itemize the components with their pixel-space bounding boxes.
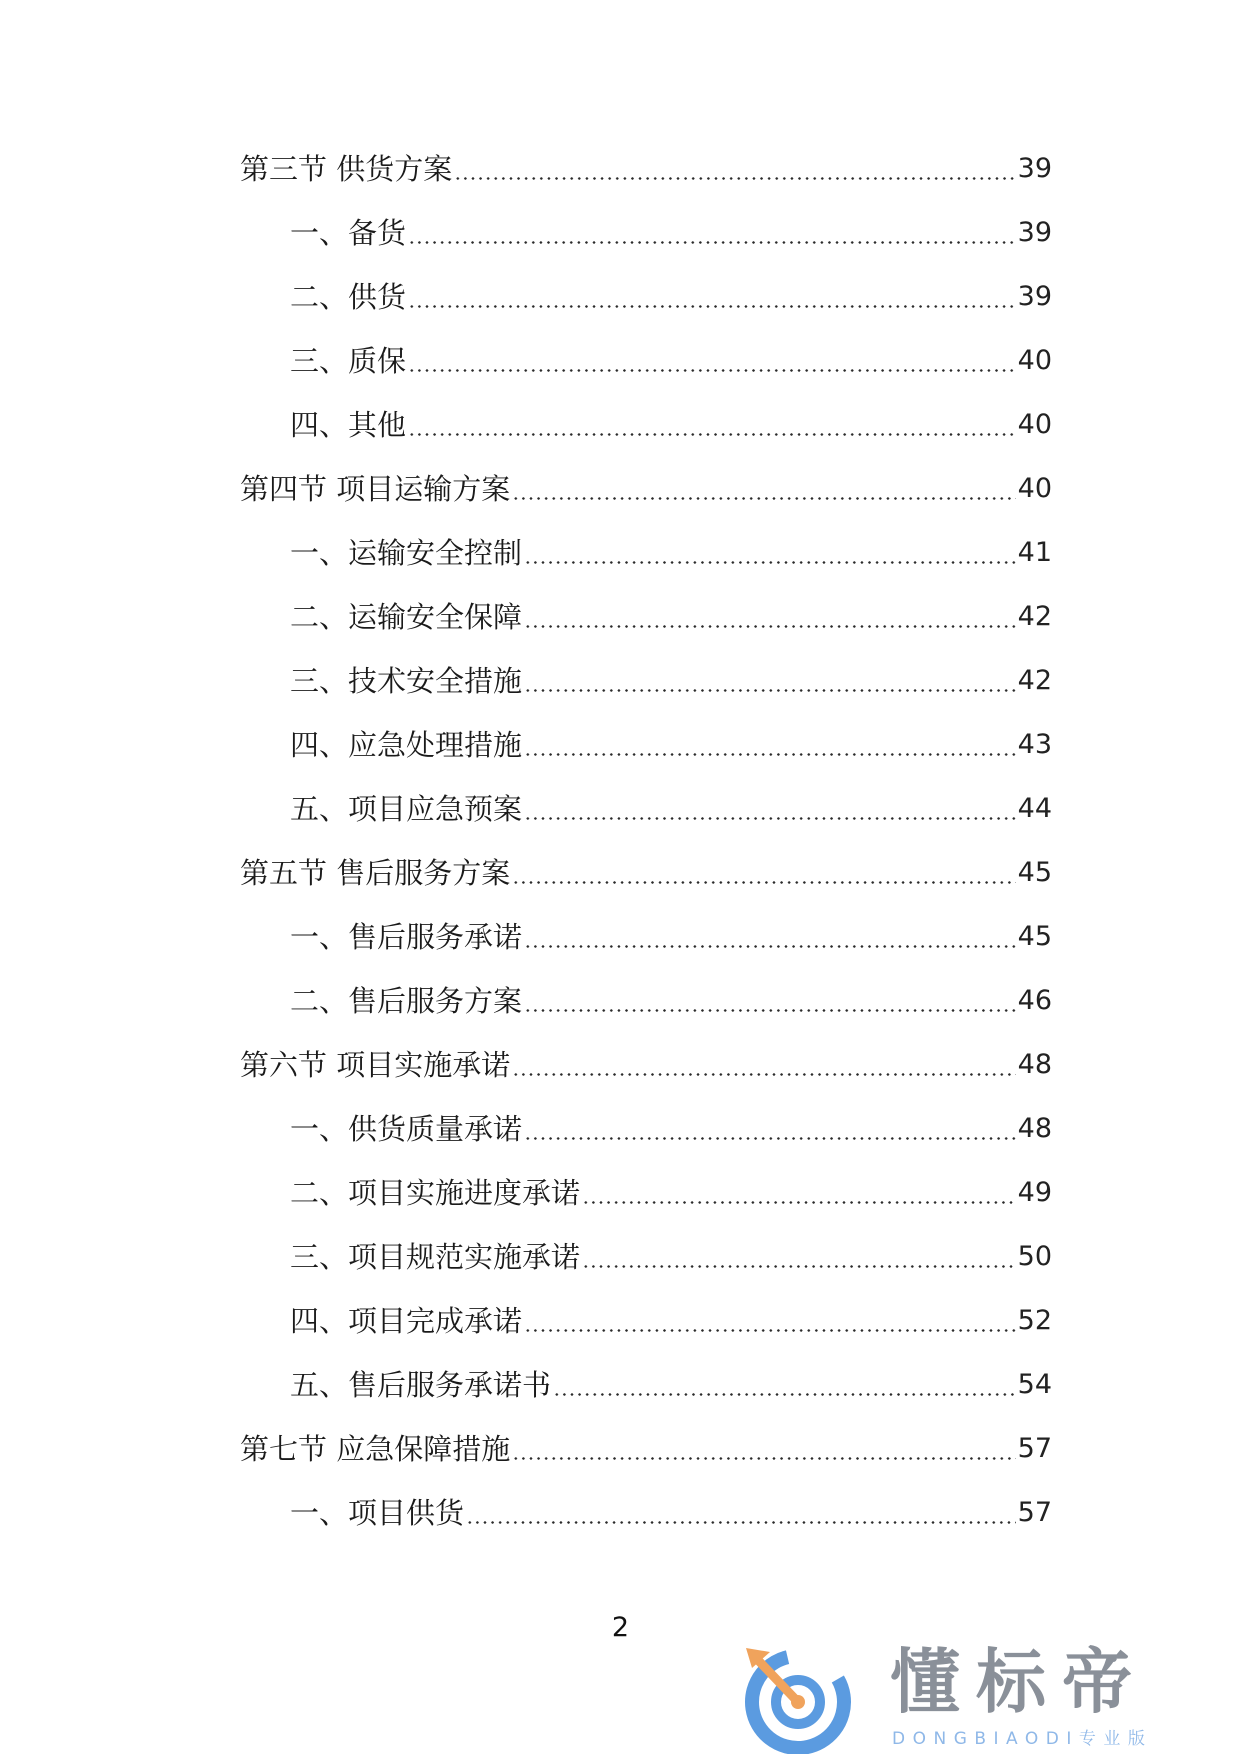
toc-entry[interactable] — [290, 1299, 1052, 1343]
toc-entry[interactable] — [290, 659, 1052, 703]
toc-leader-dots — [524, 915, 1016, 959]
toc-entry[interactable] — [240, 1043, 1052, 1087]
toc-entry-title: 四、应急处理措施 — [290, 728, 523, 762]
toc-entry[interactable] — [290, 595, 1052, 639]
watermark-logo — [740, 1636, 1240, 1754]
toc-entry[interactable] — [290, 787, 1052, 831]
toc-leader-dots — [454, 147, 1015, 191]
toc-entry-page: 52 — [1017, 1305, 1052, 1336]
toc-entry-title: 一、供货质量承诺 — [290, 1112, 523, 1146]
toc-entry-page: 39 — [1017, 217, 1052, 248]
watermark-subtitle: DONGBIAODI专业版 — [892, 1729, 1153, 1749]
toc-leader-dots — [582, 1171, 1016, 1215]
toc-entry-title: 四、其他 — [290, 408, 407, 442]
toc-entry-title: 第四节 项目运输方案 — [240, 472, 511, 506]
toc-entry[interactable] — [240, 467, 1052, 511]
toc-entry-title: 一、售后服务承诺 — [290, 920, 523, 954]
toc-entry-title: 五、项目应急预案 — [290, 792, 523, 826]
toc-entry-title: 一、运输安全控制 — [290, 536, 523, 570]
toc-entry[interactable] — [290, 339, 1052, 383]
page-number: 2 — [611, 1612, 630, 1643]
toc-entry[interactable] — [290, 915, 1052, 959]
toc-entry-title: 二、售后服务方案 — [290, 984, 523, 1018]
toc-entry[interactable] — [240, 1427, 1052, 1471]
toc-leader-dots — [408, 403, 1016, 447]
toc-entry[interactable] — [290, 1171, 1052, 1215]
toc-entry-title: 三、质保 — [290, 344, 407, 378]
toc-entry-page: 54 — [1017, 1369, 1052, 1400]
toc-leader-dots — [524, 531, 1016, 575]
toc-leader-dots — [524, 723, 1016, 767]
toc-entry-title: 一、项目供货 — [290, 1496, 465, 1530]
toc-leader-dots — [512, 1043, 1015, 1087]
toc-entry-page: 42 — [1017, 601, 1052, 632]
toc-entry[interactable] — [290, 1235, 1052, 1279]
toc-entry[interactable] — [290, 1491, 1052, 1535]
toc-entry-page: 48 — [1017, 1113, 1052, 1144]
toc-entry-page: 46 — [1017, 985, 1052, 1016]
toc-entry-title: 三、项目规范实施承诺 — [290, 1240, 581, 1274]
toc-leader-dots — [512, 467, 1015, 511]
toc-leader-dots — [524, 979, 1016, 1023]
toc-leader-dots — [524, 1107, 1016, 1151]
toc-leader-dots — [512, 851, 1015, 895]
toc-entry[interactable] — [240, 851, 1052, 895]
toc-entry-title: 第三节 供货方案 — [240, 152, 453, 186]
toc-entry-title: 三、技术安全措施 — [290, 664, 523, 698]
toc-leader-dots — [408, 211, 1016, 255]
toc-entry-page: 48 — [1017, 1049, 1052, 1080]
toc-entry-page: 45 — [1017, 857, 1052, 888]
toc-entry-title: 第七节 应急保障措施 — [240, 1432, 511, 1466]
toc-leader-dots — [524, 595, 1016, 639]
toc-leader-dots — [512, 1427, 1015, 1471]
toc-entry-page: 39 — [1017, 153, 1052, 184]
toc-leader-dots — [466, 1491, 1016, 1535]
toc-leader-dots — [524, 1299, 1016, 1343]
toc-entry[interactable] — [290, 1107, 1052, 1151]
toc-entry[interactable] — [290, 275, 1052, 319]
toc-entry[interactable] — [290, 979, 1052, 1023]
toc-entry-title: 五、售后服务承诺书 — [290, 1368, 552, 1402]
toc-entry-page: 49 — [1017, 1177, 1052, 1208]
target-arrow-icon — [740, 1636, 890, 1754]
toc-entry-page: 40 — [1017, 409, 1052, 440]
toc-entry-page: 43 — [1017, 729, 1052, 760]
toc-entry-title: 一、备货 — [290, 216, 407, 250]
watermark-brand: 懂标帝 — [890, 1641, 1148, 1723]
toc-leader-dots — [408, 339, 1016, 383]
toc-entry-title: 二、供货 — [290, 280, 407, 314]
toc-leader-dots — [524, 787, 1016, 831]
toc-entry-title: 第五节 售后服务方案 — [240, 856, 511, 890]
toc-leader-dots — [408, 275, 1016, 319]
toc-entry-page: 57 — [1017, 1433, 1052, 1464]
toc-entry[interactable] — [290, 723, 1052, 767]
toc-entry-page: 50 — [1017, 1241, 1052, 1272]
toc-leader-dots — [553, 1363, 1016, 1407]
toc-entry-page: 41 — [1017, 537, 1052, 568]
toc-entry-page: 40 — [1017, 345, 1052, 376]
toc-entry-page: 45 — [1017, 921, 1052, 952]
toc-entry-title: 二、运输安全保障 — [290, 600, 523, 634]
toc-leader-dots — [524, 659, 1016, 703]
toc-entry-page: 39 — [1017, 281, 1052, 312]
toc-entry[interactable] — [240, 147, 1052, 191]
toc-entry-title: 四、项目完成承诺 — [290, 1304, 523, 1338]
toc-entry[interactable] — [290, 1363, 1052, 1407]
toc-entry-page: 40 — [1017, 473, 1052, 504]
toc-entry-page: 57 — [1017, 1497, 1052, 1528]
toc-entry-page: 42 — [1017, 665, 1052, 696]
toc-leader-dots — [582, 1235, 1016, 1279]
toc-entry[interactable] — [290, 403, 1052, 447]
toc-entry-title: 二、项目实施进度承诺 — [290, 1176, 581, 1210]
toc-entry-title: 第六节 项目实施承诺 — [240, 1048, 511, 1082]
toc-entry-page: 44 — [1017, 793, 1052, 824]
toc-entry[interactable] — [290, 211, 1052, 255]
toc-entry[interactable] — [290, 531, 1052, 575]
